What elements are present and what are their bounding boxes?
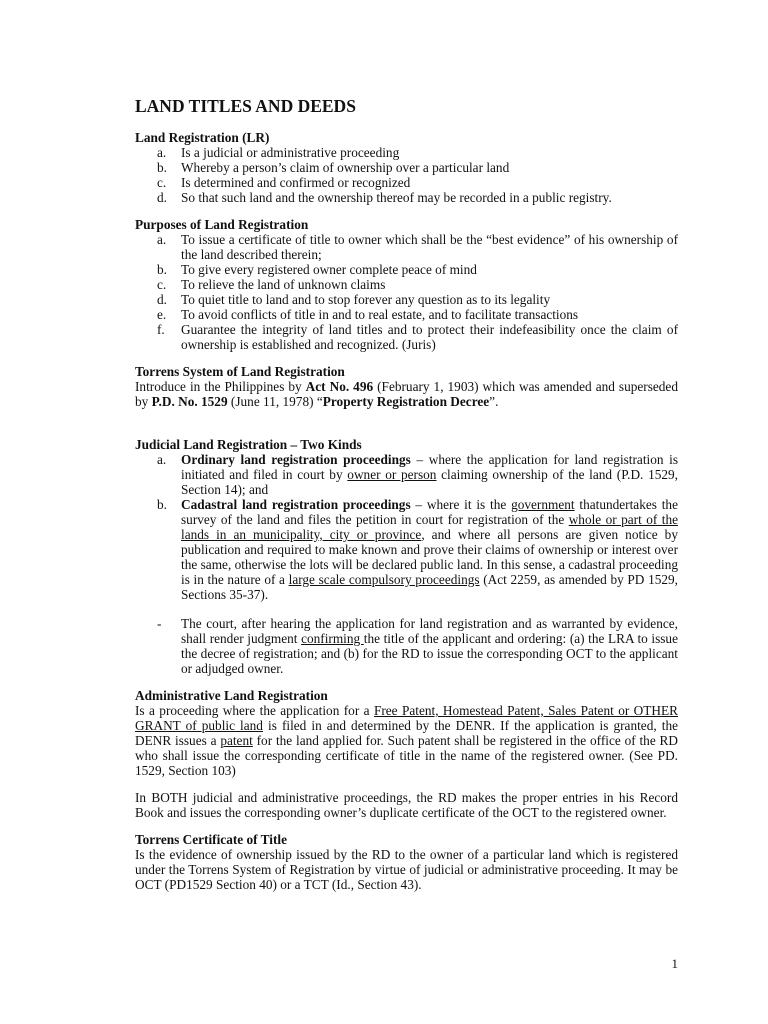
section-heading: Land Registration (LR) xyxy=(135,130,270,145)
lr-list xyxy=(135,145,678,205)
paragraph: Is a proceeding where the application for a Free Patent, Homestead Patent, Sales Patent or OTHER GRANT of public land is filed in and determined by the DENR. If the application is granted, the DENR issues a patent for the land applied for. Such patent shall be registered in the office of the RD who shall issue the corresponding certificate of title in the name of the registered owner. (See PD. 1529, Section 103) xyxy=(135,703,678,778)
section-heading: Judicial Land Registration – Two Kinds xyxy=(135,437,362,452)
section-both xyxy=(135,790,678,820)
list-item: c. To relieve the land of unknown claims xyxy=(157,277,386,292)
judicial-list xyxy=(135,452,678,602)
section-torrens-certificate xyxy=(135,832,678,892)
section-purposes xyxy=(135,217,678,352)
section-torrens-system xyxy=(135,364,678,409)
section-heading: Torrens System of Land Registration xyxy=(135,364,345,379)
purposes-list xyxy=(135,232,678,352)
list-item: c. Is determined and confirmed or recognized xyxy=(157,175,411,190)
list-item: e. To avoid conflicts of title in and to real estate, and to facilitate transactions xyxy=(157,307,579,322)
list-item: a. To issue a certificate of title to owner which shall be the “best evidence” of his ownership of the land described therein; xyxy=(157,232,678,262)
dash-item: - The court, after hearing the application for land registration and as warranted by evidence, shall render judgment confirming the title of the applicant and ordering: (a) the LRA to issue the decree of registration; and (b) for the RD to issue the corresponding OCT to the applicant or adjudged owner. xyxy=(157,616,678,676)
list-item: b. To give every registered owner complete peace of mind xyxy=(157,262,477,277)
section-administrative xyxy=(135,688,678,778)
list-item: d. So that such land and the ownership thereof may be recorded in a public registry. xyxy=(157,190,612,205)
list-item: b. Whereby a person’s claim of ownership over a particular land xyxy=(157,160,510,175)
section-judicial xyxy=(135,437,678,676)
list-item: b. Cadastral land registration proceedings – where it is the government thatundertakes the survey of the land and files the petition in court for registration of the whole or part of the lands in an municipality, city or province, and where all persons are given notice by publication and required to make known and prove their claims of ownership or interest over the same, otherwise the lots will be declared public land. In this sense, a cadastral proceeding is in the nature of a large scale compulsory proceedings (Act 2259, as amended by PD 1529, Sections 35-37). xyxy=(157,497,678,602)
section-heading: Torrens Certificate of Title xyxy=(135,832,288,847)
list-item: a. Ordinary land registration proceedings – where the application for land registration is initiated and filed in court by owner or person claiming ownership of the land (P.D. 1529, Section 14); and xyxy=(157,452,678,497)
list-item: f. Guarantee the integrity of land titles and to protect their indefeasibility once the claim of ownership is established and recognized. (Juris) xyxy=(157,322,678,352)
list-item: a. Is a judicial or administrative proceeding xyxy=(157,145,400,160)
paragraph: Is the evidence of ownership issued by the RD to the owner of a particular land which is registered under the Torrens System of Registration by virtue of judicial or administrative proceeding. It may be OCT (PD1529 Section 40) or a TCT (Id., Section 43). xyxy=(135,847,678,892)
list-item: d. To quiet title to land and to stop forever any question as to its legality xyxy=(157,292,551,307)
page-number: 1 xyxy=(671,956,678,971)
section-heading: Administrative Land Registration xyxy=(135,688,328,703)
section-heading: Purposes of Land Registration xyxy=(135,217,309,232)
paragraph: In BOTH judicial and administrative proceedings, the RD makes the proper entries in his Record Book and issues the corresponding owner’s duplicate certificate of the OCT to the registered owner. xyxy=(135,790,678,820)
paragraph: Introduce in the Philippines by Act No. 496 (February 1, 1903) which was amended and superseded by P.D. No. 1529 (June 11, 1978) “Property Registration Decree”. xyxy=(135,379,678,409)
document-title: LAND TITLES AND DEEDS xyxy=(135,96,356,116)
document-body xyxy=(135,96,678,904)
section-land-registration xyxy=(135,130,678,205)
